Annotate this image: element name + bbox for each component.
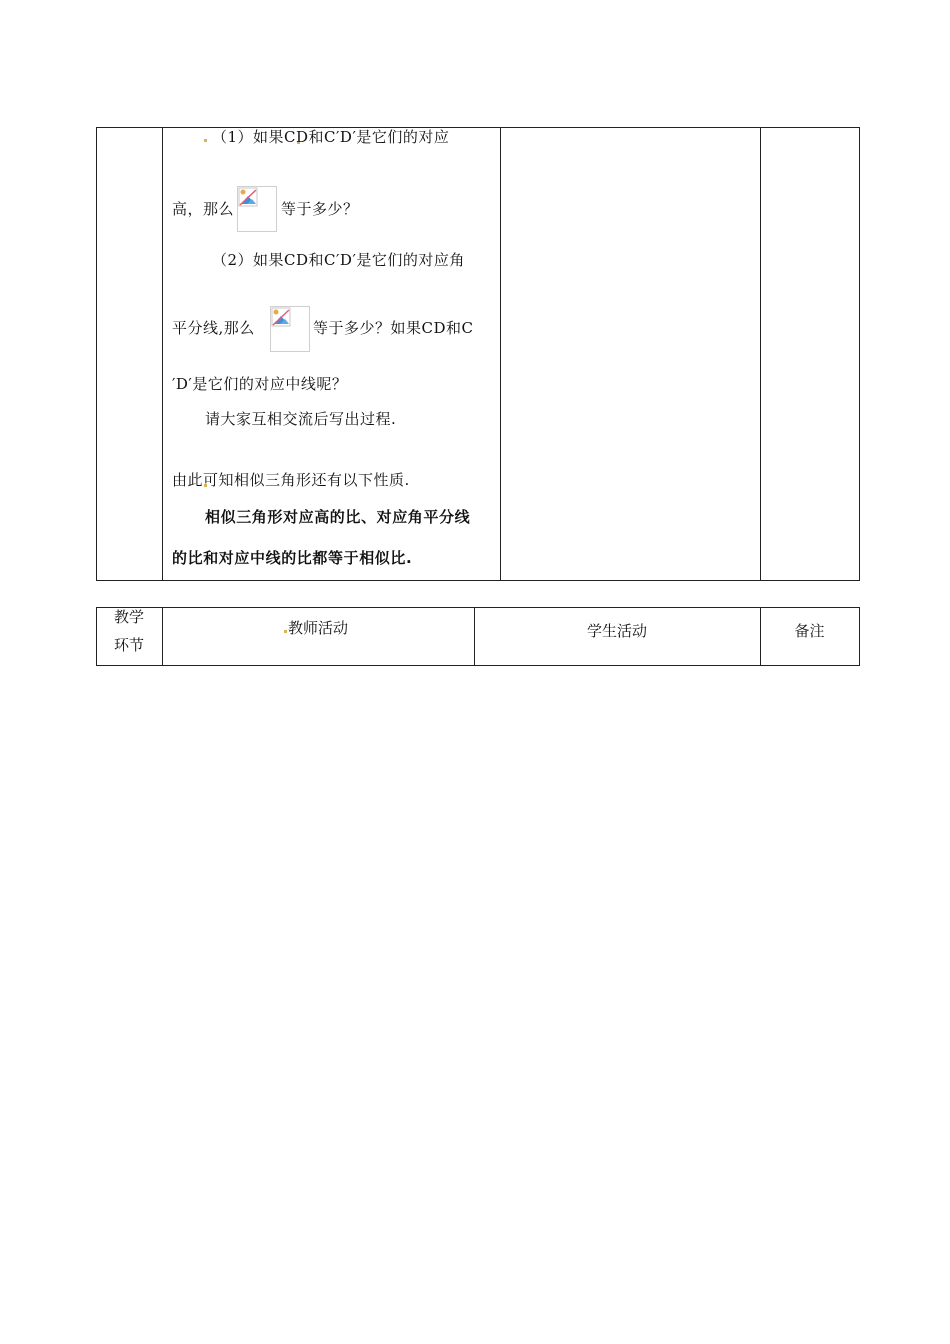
header-student-activity: 学生活动	[586, 622, 647, 640]
question-2-line-3: ′D′是它们的对应中线呢？	[172, 375, 348, 393]
property-line-1: 相似三角形对应高的比、对应角平分线	[205, 508, 471, 526]
broken-image-icon	[237, 186, 277, 232]
question-2-line-2-suffix: 等于多少？如果CD和C	[313, 319, 474, 337]
question-2-line-1: （2）如果CD和C′D′是它们的对应角	[212, 251, 465, 269]
instruction-text: 请大家互相交流后写出过程.	[205, 410, 397, 428]
conclusion-intro: 由此可知相似三角形还有以下性质.	[172, 471, 410, 489]
column-divider	[162, 128, 163, 580]
header-remarks: 备注	[794, 622, 825, 640]
question-2-line-2-prefix: 平分线,那么	[172, 319, 255, 337]
header-teaching-stage-line-1: 教学	[113, 608, 144, 626]
artifact-mark	[204, 139, 207, 142]
broken-image-icon	[270, 306, 310, 352]
question-1-line-1: （1）如果CD和C′D′是它们的对应	[212, 128, 450, 146]
column-divider	[500, 128, 501, 580]
question-1-line-2-suffix: 等于多少？	[281, 200, 359, 218]
property-line-2: 的比和对应中线的比都等于相似比.	[172, 549, 413, 567]
header-teacher-activity: 教师活动	[287, 619, 348, 637]
question-1-line-2-prefix: 高，那么	[172, 200, 235, 218]
column-divider	[760, 128, 761, 580]
header-teaching-stage-line-2: 环节	[113, 636, 144, 654]
